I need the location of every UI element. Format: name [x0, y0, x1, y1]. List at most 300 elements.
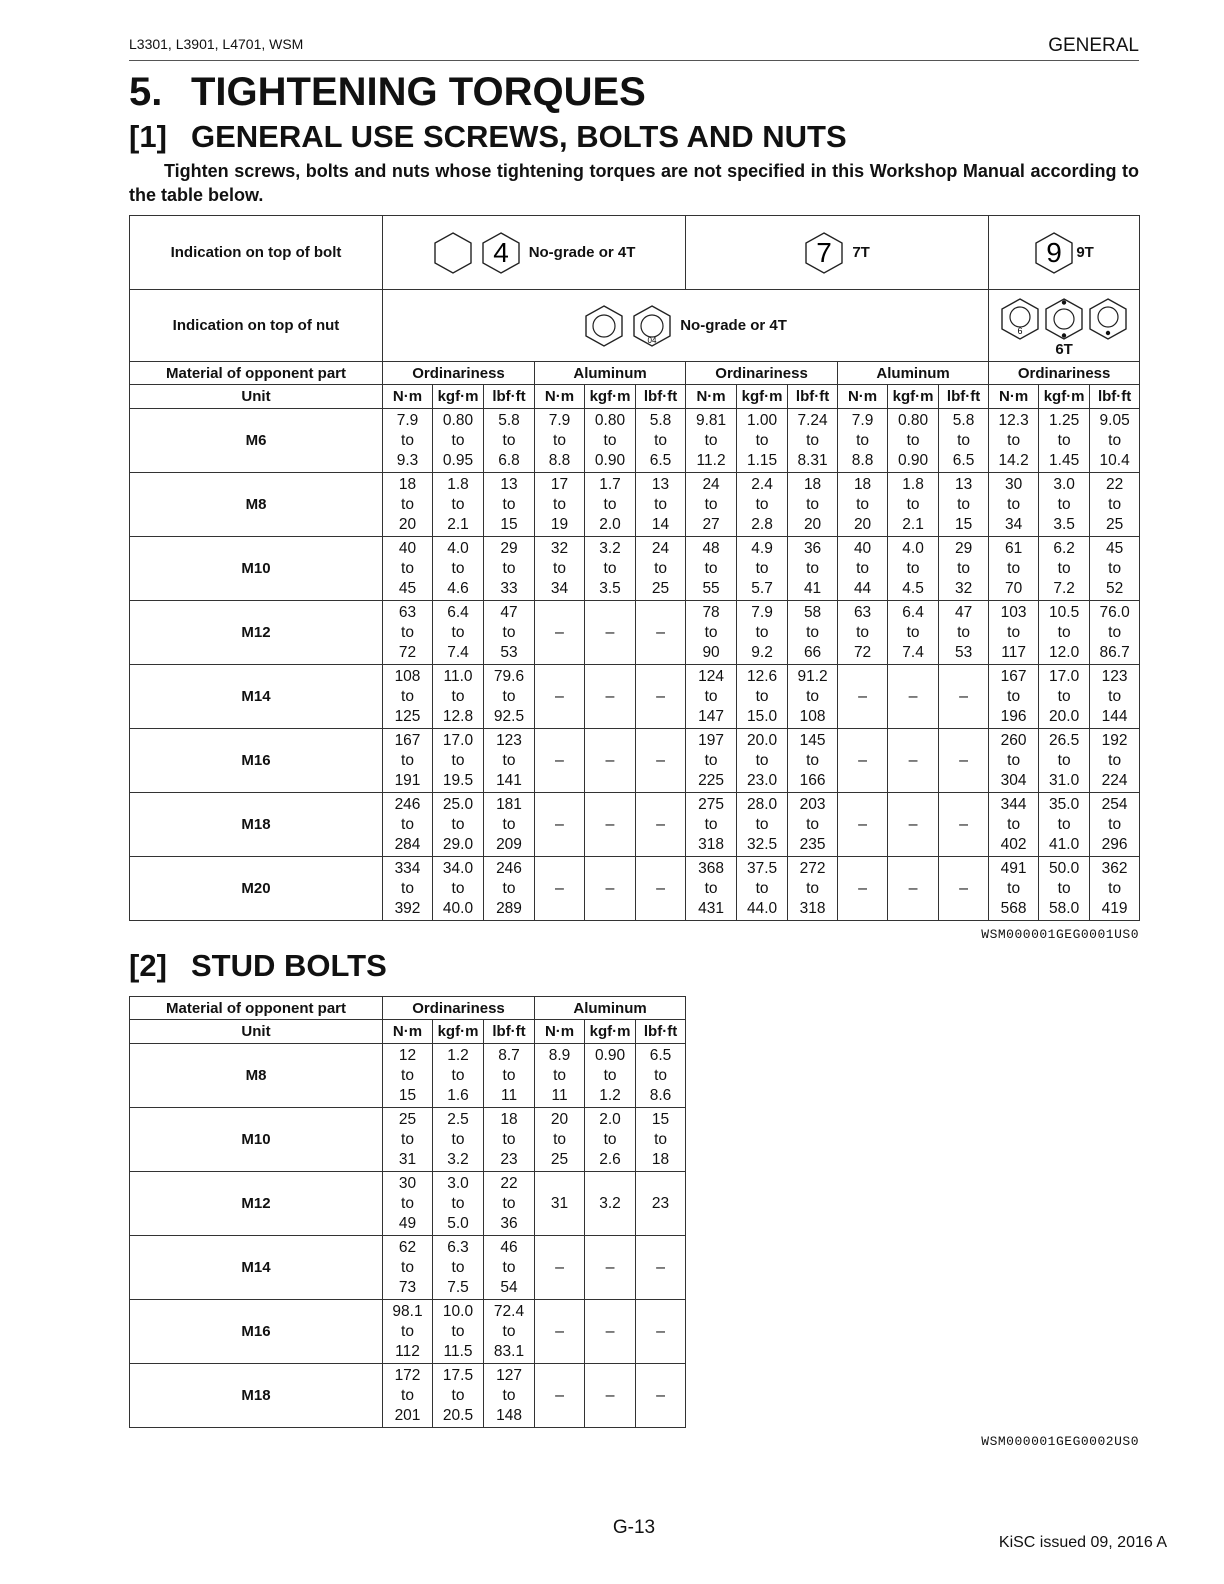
- torque-range-cell: [989, 537, 1039, 601]
- range-to: to: [553, 431, 566, 449]
- group-ordinariness-7t: Ordinariness: [686, 362, 838, 385]
- bolt-row-m18: [130, 793, 1140, 857]
- torque-range-cell: [383, 1236, 433, 1300]
- range-min: 17.5: [442, 1366, 474, 1384]
- range-min: 20: [550, 1110, 569, 1128]
- torque-range-cell: [484, 1044, 535, 1108]
- range-to: to: [906, 623, 920, 641]
- range-min: 272: [799, 859, 826, 877]
- range-min: 58: [803, 603, 822, 621]
- range-min: 78: [702, 603, 720, 621]
- torque-range-cell: [585, 473, 636, 537]
- range-to: to: [654, 559, 667, 577]
- range-min: 18: [398, 475, 417, 493]
- range-min: 123: [496, 731, 522, 749]
- range-max: 7.4: [447, 643, 469, 661]
- torque-range-cell: [989, 729, 1039, 793]
- range-min: 47: [954, 603, 973, 621]
- torque-range-cell: [433, 1364, 484, 1428]
- group-aluminum-4t: Aluminum: [535, 362, 686, 385]
- stud-row-m8: [130, 1044, 686, 1108]
- range-max: 6.8: [498, 451, 520, 469]
- torque-range-cell: [383, 1364, 433, 1428]
- range-max: 15: [500, 515, 518, 533]
- range-max: 6.5: [952, 451, 975, 469]
- not-applicable-cell: –: [585, 665, 636, 729]
- range-max: 20: [803, 515, 822, 533]
- unit-header-cell: lbf·ft: [636, 1020, 686, 1044]
- range-min: 246: [496, 859, 522, 877]
- range-max: 144: [1101, 707, 1128, 725]
- size-label: M16: [130, 1300, 383, 1364]
- range-min: 36: [803, 539, 822, 557]
- range-min: 4.0: [902, 539, 924, 557]
- range-to: to: [755, 431, 769, 449]
- range-min: 1.2: [447, 1046, 469, 1064]
- range-to: to: [1108, 815, 1122, 833]
- range-max: 44.0: [746, 899, 778, 917]
- range-min: 2.5: [447, 1110, 469, 1128]
- torque-range-cell: [737, 857, 788, 921]
- size-label: M10: [130, 537, 383, 601]
- range-max: 14: [651, 515, 670, 533]
- range-to: to: [704, 623, 718, 641]
- torque-range-cell: [484, 857, 535, 921]
- range-max: 10.4: [1099, 451, 1130, 469]
- range-to: to: [603, 431, 617, 449]
- range-max: 12.0: [1049, 643, 1080, 661]
- range-to: to: [654, 1066, 667, 1084]
- unit-header-cell: kgf·m: [585, 385, 636, 409]
- unit-header-cell: lbf·ft: [788, 385, 838, 409]
- bolt-indication-row: [130, 216, 1140, 290]
- torque-range-cell: [686, 409, 737, 473]
- stud-row-m12: [130, 1172, 686, 1236]
- size-label: M14: [130, 665, 383, 729]
- range-max: 31.0: [1049, 771, 1080, 789]
- range-max: 72: [398, 643, 417, 661]
- bolt-row-m12: [130, 601, 1140, 665]
- range-min: 203: [799, 795, 826, 813]
- range-max: 117: [1001, 643, 1026, 661]
- range-max: 54: [500, 1278, 518, 1296]
- range-min: 22: [500, 1174, 518, 1192]
- range-min: 18: [500, 1110, 518, 1128]
- range-min: 7.24: [797, 411, 828, 429]
- torque-range-cell: [383, 1108, 433, 1172]
- not-applicable-cell: –: [535, 1300, 585, 1364]
- range-min: 0.80: [897, 411, 929, 429]
- range-min: 7.9: [548, 411, 571, 429]
- torque-range-cell: [686, 473, 737, 537]
- torque-range-cell: [636, 537, 686, 601]
- range-min: 62: [398, 1238, 417, 1256]
- not-applicable-cell: –: [636, 1236, 686, 1300]
- torque-range-cell: [535, 537, 585, 601]
- torque-range-cell: [484, 729, 535, 793]
- torque-range-cell: [686, 729, 737, 793]
- range-to: to: [755, 495, 769, 513]
- range-to: to: [451, 879, 465, 897]
- range-max: 2.0: [599, 515, 621, 533]
- range-to: to: [451, 1194, 465, 1212]
- torque-range-cell: [1039, 409, 1090, 473]
- range-to: to: [502, 1130, 516, 1148]
- range-max: 25: [1105, 515, 1124, 533]
- issue-info: KiSC issued 09, 2016 A: [998, 1534, 1167, 1551]
- range-min: 32: [550, 539, 569, 557]
- range-max: 8.8: [548, 451, 571, 469]
- range-to: to: [451, 1386, 465, 1404]
- not-applicable-cell: –: [636, 729, 686, 793]
- unit-header-cell: kgf·m: [737, 385, 788, 409]
- material-label: Material of opponent part: [130, 362, 383, 385]
- unit-header-cell: kgf·m: [888, 385, 939, 409]
- torque-value-cell: 31: [535, 1172, 585, 1236]
- torque-range-cell: [433, 473, 484, 537]
- size-label: M20: [130, 857, 383, 921]
- range-min: 0.80: [594, 411, 626, 429]
- range-min: 127: [496, 1366, 522, 1384]
- range-to: to: [401, 1322, 414, 1340]
- torque-range-cell: [737, 793, 788, 857]
- range-min: 3.0: [1053, 475, 1075, 493]
- bolt-grade-9-icon: [1034, 231, 1074, 275]
- size-label: M6: [130, 409, 383, 473]
- range-to: to: [806, 879, 820, 897]
- range-min: 79.6: [493, 667, 525, 685]
- range-max: 125: [394, 707, 421, 725]
- range-max: 34: [1004, 515, 1023, 533]
- stud-group-aluminum: Aluminum: [535, 997, 686, 1020]
- range-to: to: [553, 495, 566, 513]
- torque-range-cell: [535, 1108, 585, 1172]
- range-to: to: [704, 431, 718, 449]
- range-min: 61: [1004, 539, 1023, 557]
- torque-range-cell: [1039, 857, 1090, 921]
- range-to: to: [401, 1258, 414, 1276]
- hexagon-bolt-head-icon: [433, 231, 473, 275]
- range-max: 289: [496, 899, 522, 917]
- range-to: to: [1007, 879, 1021, 897]
- section2-number: [2]: [129, 948, 167, 983]
- range-to: to: [906, 495, 920, 513]
- range-to: to: [806, 751, 820, 769]
- torque-range-cell: [1090, 409, 1140, 473]
- torque-table-general: [129, 215, 1140, 921]
- unit-header-cell: kgf·m: [585, 1020, 636, 1044]
- range-min: 17: [550, 475, 569, 493]
- section2-heading: [129, 948, 387, 984]
- not-applicable-cell: –: [535, 1364, 585, 1428]
- torque-table-stud-bolts: [129, 996, 686, 1428]
- range-min: 9.81: [695, 411, 727, 429]
- range-max: 32.5: [746, 835, 778, 853]
- range-min: 123: [1101, 667, 1128, 685]
- range-to: to: [451, 1322, 465, 1340]
- torque-range-cell: [484, 1300, 535, 1364]
- torque-range-cell: [484, 601, 535, 665]
- torque-range-cell: [383, 409, 433, 473]
- range-max: 4.5: [902, 579, 924, 597]
- stud-material-row: [130, 997, 686, 1020]
- torque-range-cell: [939, 601, 989, 665]
- torque-range-cell: [585, 537, 636, 601]
- range-to: to: [1057, 431, 1071, 449]
- nut-grade-6-mark: 6: [1017, 326, 1023, 336]
- range-min: 6.3: [447, 1238, 469, 1256]
- range-to: to: [451, 1066, 465, 1084]
- nut-grade-4-text: No-grade or 4T: [680, 317, 787, 334]
- range-to: to: [1057, 559, 1071, 577]
- torque-range-cell: [1090, 537, 1140, 601]
- torque-range-cell: [383, 537, 433, 601]
- range-to: to: [451, 431, 465, 449]
- size-label: M12: [130, 601, 383, 665]
- torque-range-cell: [433, 601, 484, 665]
- range-min: 5.8: [649, 411, 672, 429]
- range-max: 27: [702, 515, 720, 533]
- range-to: to: [906, 559, 920, 577]
- range-min: 12.3: [998, 411, 1029, 429]
- range-to: to: [856, 623, 870, 641]
- range-max: 1.6: [447, 1086, 469, 1104]
- size-label: M14: [130, 1236, 383, 1300]
- range-max: 33: [500, 579, 518, 597]
- range-min: 181: [496, 795, 522, 813]
- range-max: 108: [799, 707, 826, 725]
- range-max: 29.0: [442, 835, 474, 853]
- range-max: 18: [651, 1150, 670, 1168]
- range-min: 29: [500, 539, 518, 557]
- range-min: 0.80: [442, 411, 474, 429]
- not-applicable-cell: –: [585, 857, 636, 921]
- stud-unit-row: [130, 1020, 686, 1044]
- range-min: 25: [398, 1110, 417, 1128]
- range-to: to: [1057, 879, 1071, 897]
- range-min: 103: [1000, 603, 1027, 621]
- range-max: 11.2: [696, 451, 726, 469]
- torque-range-cell: [788, 857, 838, 921]
- range-to: to: [654, 495, 667, 513]
- torque-range-cell: [433, 409, 484, 473]
- bolt-grade-4-text: No-grade or 4T: [528, 244, 636, 261]
- range-min: 6.4: [447, 603, 469, 621]
- range-min: 15: [651, 1110, 670, 1128]
- unit-header-cell: N·m: [838, 385, 888, 409]
- torque-range-cell: [484, 665, 535, 729]
- not-applicable-cell: –: [585, 1364, 636, 1428]
- not-applicable-cell: –: [535, 793, 585, 857]
- not-applicable-cell: –: [636, 1300, 686, 1364]
- torque-range-cell: [636, 1108, 686, 1172]
- range-max: 148: [496, 1406, 522, 1424]
- torque-range-cell: [838, 601, 888, 665]
- range-to: to: [553, 559, 566, 577]
- range-max: 15: [398, 1086, 417, 1104]
- bolt-grade-9-text: 9T: [1076, 244, 1094, 261]
- range-min: 10.5: [1049, 603, 1080, 621]
- range-to: to: [502, 495, 516, 513]
- range-to: to: [1057, 815, 1071, 833]
- range-to: to: [451, 815, 465, 833]
- range-min: 192: [1101, 731, 1128, 749]
- range-min: 13: [651, 475, 670, 493]
- hexagon-nut-icon: [584, 304, 624, 348]
- torque-range-cell: [989, 793, 1039, 857]
- range-min: 167: [394, 731, 421, 749]
- torque-range-cell: [636, 1044, 686, 1108]
- torque-range-cell: [888, 601, 939, 665]
- not-applicable-cell: –: [535, 1236, 585, 1300]
- range-min: 3.2: [599, 539, 621, 557]
- range-to: to: [451, 495, 465, 513]
- torque-range-cell: [989, 665, 1039, 729]
- range-max: 0.95: [442, 451, 474, 469]
- range-to: to: [1108, 431, 1122, 449]
- not-applicable-cell: –: [888, 665, 939, 729]
- torque-range-cell: [1039, 729, 1090, 793]
- torque-range-cell: [838, 409, 888, 473]
- torque-range-cell: [1090, 793, 1140, 857]
- torque-range-cell: [433, 1300, 484, 1364]
- torque-range-cell: [686, 665, 737, 729]
- torque-range-cell: [939, 473, 989, 537]
- stud-row-m16: [130, 1300, 686, 1364]
- range-min: 26.5: [1049, 731, 1080, 749]
- not-applicable-cell: –: [636, 601, 686, 665]
- range-to: to: [957, 495, 971, 513]
- torque-range-cell: [433, 1044, 484, 1108]
- range-max: 25: [550, 1150, 569, 1168]
- nut-indication-label: Indication on top of nut: [130, 290, 383, 362]
- bolt-grade-7t-cell: [686, 216, 989, 290]
- range-max: 20: [398, 515, 417, 533]
- torque-range-cell: [788, 665, 838, 729]
- torque-range-cell: [1090, 473, 1140, 537]
- unit-header-cell: kgf·m: [433, 385, 484, 409]
- range-min: 8.9: [548, 1046, 571, 1064]
- range-max: 6.5: [649, 451, 672, 469]
- torque-range-cell: [788, 601, 838, 665]
- range-to: to: [654, 431, 667, 449]
- range-min: 11.0: [443, 667, 473, 685]
- range-max: 1.2: [599, 1086, 621, 1104]
- not-applicable-cell: –: [585, 793, 636, 857]
- range-max: 55: [702, 579, 720, 597]
- range-min: 25.0: [442, 795, 474, 813]
- range-to: to: [704, 879, 718, 897]
- range-max: 5.7: [751, 579, 773, 597]
- torque-range-cell: [433, 1172, 484, 1236]
- range-min: 334: [394, 859, 421, 877]
- range-to: to: [1108, 495, 1122, 513]
- range-to: to: [401, 623, 414, 641]
- torque-range-cell: [989, 601, 1039, 665]
- range-max: 9.2: [751, 643, 773, 661]
- range-to: to: [806, 495, 820, 513]
- range-max: 73: [398, 1278, 417, 1296]
- range-max: 23.0: [746, 771, 778, 789]
- range-to: to: [502, 815, 516, 833]
- range-max: 86.7: [1099, 643, 1130, 661]
- range-min: 40: [398, 539, 417, 557]
- torque-range-cell: [737, 601, 788, 665]
- range-min: 145: [799, 731, 826, 749]
- range-min: 260: [1000, 731, 1027, 749]
- range-to: to: [1057, 687, 1071, 705]
- range-min: 63: [398, 603, 417, 621]
- range-min: 7.9: [396, 411, 419, 429]
- range-max: 58.0: [1049, 899, 1080, 917]
- range-min: 29: [954, 539, 973, 557]
- material-row: [130, 362, 1140, 385]
- torque-range-cell: [383, 601, 433, 665]
- range-to: to: [755, 751, 769, 769]
- range-min: 50.0: [1049, 859, 1080, 877]
- not-applicable-cell: –: [535, 601, 585, 665]
- range-to: to: [704, 559, 718, 577]
- range-max: 419: [1101, 899, 1128, 917]
- range-min: 10.0: [442, 1302, 474, 1320]
- range-min: 275: [698, 795, 724, 813]
- range-to: to: [401, 431, 414, 449]
- not-applicable-cell: –: [939, 665, 989, 729]
- stud-row-m10: [130, 1108, 686, 1172]
- range-min: 7.9: [751, 603, 773, 621]
- range-to: to: [1007, 687, 1021, 705]
- range-max: 52: [1105, 579, 1124, 597]
- torque-range-cell: [433, 537, 484, 601]
- torque-range-cell: [1039, 537, 1090, 601]
- unit-label: Unit: [130, 385, 383, 409]
- range-to: to: [957, 431, 971, 449]
- title-number: 5.: [129, 70, 163, 114]
- section1-intro: Tighten screws, bolts and nuts whose tightening torques are not specified in this Workshop Manual according to the table below.: [129, 161, 1139, 205]
- range-max: 25: [651, 579, 670, 597]
- range-min: 0.90: [594, 1046, 626, 1064]
- range-max: 41: [803, 579, 822, 597]
- unit-header-cell: N·m: [535, 1020, 585, 1044]
- range-to: to: [704, 687, 718, 705]
- range-max: 4.6: [447, 579, 469, 597]
- range-min: 491: [1000, 859, 1027, 877]
- page-title: [129, 70, 646, 115]
- bolt-grade-4t-cell: [383, 216, 686, 290]
- section1-heading: [129, 119, 847, 155]
- torque-range-cell: [383, 857, 433, 921]
- range-max: 8.8: [851, 451, 874, 469]
- torque-range-cell: [484, 1172, 535, 1236]
- unit-header-cell: N·m: [383, 385, 433, 409]
- range-to: to: [451, 751, 465, 769]
- range-to: to: [401, 495, 414, 513]
- range-to: to: [1007, 431, 1021, 449]
- range-max: 34: [550, 579, 569, 597]
- unit-header-cell: lbf·ft: [484, 1020, 535, 1044]
- torque-range-cell: [484, 793, 535, 857]
- torque-range-cell: [939, 409, 989, 473]
- range-min: 24: [702, 475, 720, 493]
- range-max: 36: [500, 1214, 518, 1232]
- range-min: 18: [853, 475, 872, 493]
- range-to: to: [704, 751, 718, 769]
- range-to: to: [451, 687, 465, 705]
- torque-range-cell: [484, 1236, 535, 1300]
- torque-range-cell: [383, 1300, 433, 1364]
- range-max: 90: [702, 643, 720, 661]
- header-models: L3301, L3901, L4701, WSM: [129, 36, 304, 52]
